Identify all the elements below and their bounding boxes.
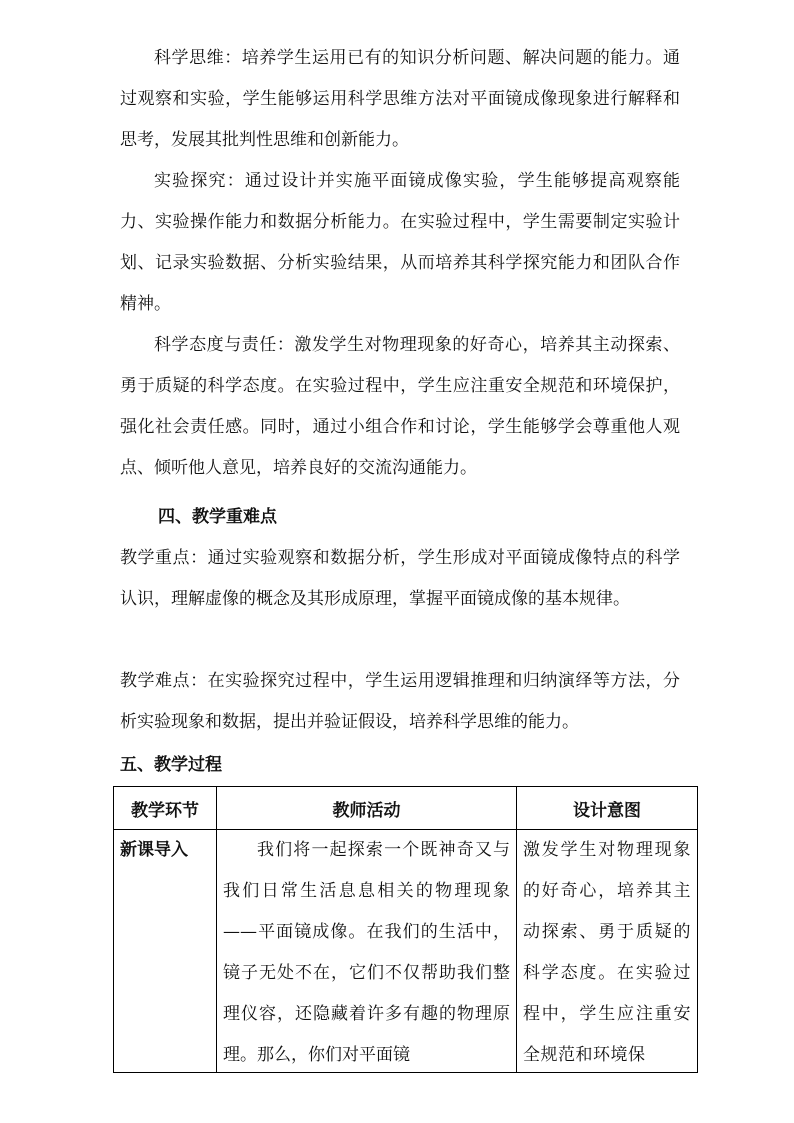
paragraph-scientific-thinking: 科学思维：培养学生运用已有的知识分析问题、解决问题的能力。通过观察和实验，学生能够运用科学思维方法对平面镜成像现象进行解释和思考，发展其批判性思维和创新能力。: [120, 48, 680, 150]
cell-stage: [114, 830, 217, 1073]
paragraph-key-point: 教学重点：通过实验观察和数据分析，学生形成对平面镜成像特点的科学认识，理解虚像的概念及其形成原理，掌握平面镜成像的基本规律。: [120, 548, 680, 609]
header-teaching-stage: 教学环节: [114, 787, 217, 830]
table-header-row: [114, 787, 698, 830]
stage-text: 新课导入: [120, 840, 188, 860]
paragraph-attitude-responsibility: 科学态度与责任：激发学生对物理现象的好奇心，培养其主动探索、勇于质疑的科学态度。在实验过程中，学生应注重安全规范和环境保护，强化社会责任感。同时，通过小组合作和讨论，学生能够学会尊重他人观点、倾听他人意见，培养良好的交流沟通能力。: [120, 335, 680, 478]
cell-design-intent: [517, 830, 698, 1073]
header-design-intent: 设计意图: [517, 787, 698, 830]
teacher-activity-text: 我们将一起探索一个既神奇又与我们日常生活息息相关的物理现象——平面镜成像。在我们的生活中，镜子无处不在，它们不仅帮助我们整理仪容，还隐藏着许多有趣的物理原理。那么，你们对平面镜: [223, 840, 510, 1065]
design-intent-text: 激发学生对物理现象的好奇心，培养其主动探索、勇于质疑的科学态度。在实验过程中，学生应注重安全规范和环境保: [523, 840, 691, 1065]
cell-teacher-activity: [217, 830, 517, 1073]
table-row: [114, 830, 698, 1073]
header-teacher-activity: 教师活动: [217, 787, 517, 830]
section-heading-teaching-process: 五、教学过程: [120, 755, 222, 775]
paragraph-difficult-point: 教学难点：在实验探究过程中，学生运用逻辑推理和归纳演绎等方法，分析实验现象和数据，提出并验证假设，培养科学思维的能力。: [120, 671, 680, 732]
section-heading-key-difficult-points: 四、教学重难点: [158, 507, 277, 527]
paragraph-experimental-inquiry: 实验探究：通过设计并实施平面镜成像实验，学生能够提高观察能力、实验操作能力和数据分析能力。在实验过程中，学生需要制定实验计划、记录实验数据、分析实验结果，从而培养其科学探究能力和团队合作精神。: [120, 171, 680, 314]
teaching-process-table: [113, 786, 698, 1073]
